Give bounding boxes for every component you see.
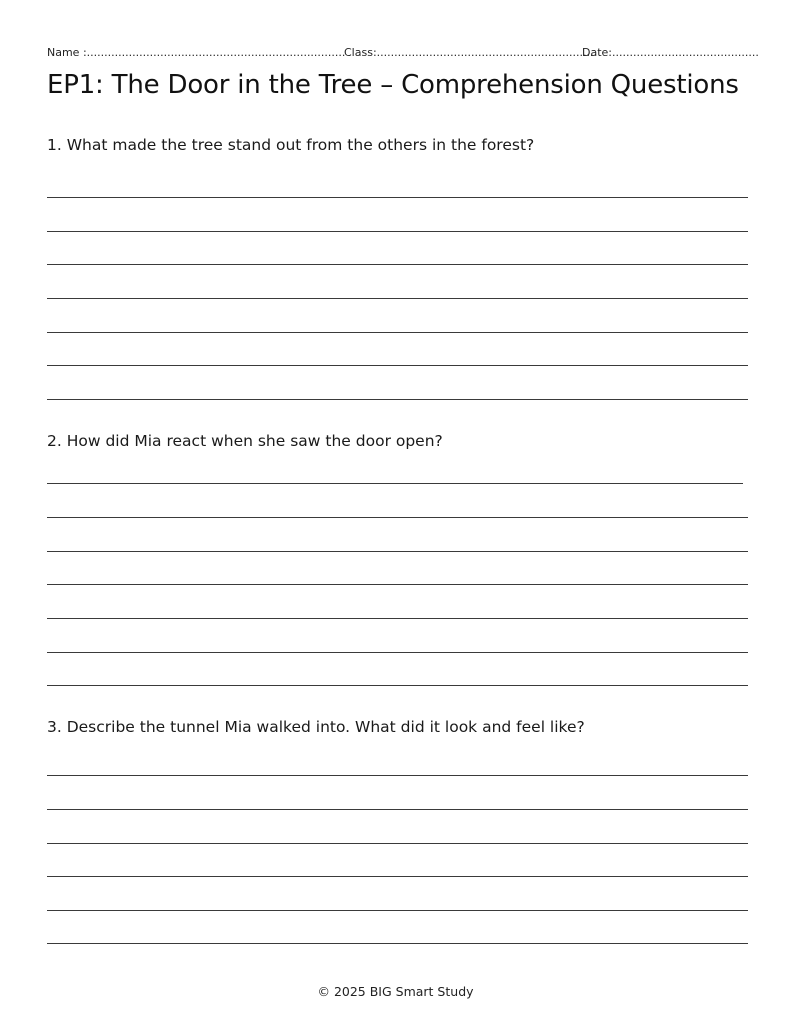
answer-line[interactable]: [47, 809, 748, 810]
question-3: 3. Describe the tunnel Mia walked into. What did it look and feel like?: [47, 718, 585, 736]
question-1: 1. What made the tree stand out from the others in the forest?: [47, 136, 535, 154]
answer-line[interactable]: [47, 943, 748, 944]
question-2: 2. How did Mia react when she saw the door open?: [47, 432, 443, 450]
answer-line[interactable]: [47, 584, 748, 585]
answer-line[interactable]: [47, 618, 748, 619]
name-field[interactable]: Name :..........................................................................: [47, 46, 346, 59]
answer-line[interactable]: [47, 775, 748, 776]
answer-line[interactable]: [47, 652, 748, 653]
answer-line[interactable]: [47, 365, 748, 366]
date-field[interactable]: Date:..........................................: [582, 46, 759, 59]
answer-line[interactable]: [47, 264, 748, 265]
answer-line[interactable]: [47, 910, 748, 911]
answer-line[interactable]: [47, 298, 748, 299]
answer-line[interactable]: [47, 876, 748, 877]
answer-line[interactable]: [47, 197, 748, 198]
worksheet-title: EP1: The Door in the Tree – Comprehension Questions: [47, 70, 739, 100]
answer-line[interactable]: [47, 332, 748, 333]
answer-line[interactable]: [47, 685, 748, 686]
answer-line[interactable]: [47, 231, 748, 232]
answer-line[interactable]: [47, 483, 743, 484]
answer-line[interactable]: [47, 551, 748, 552]
answer-line[interactable]: [47, 843, 748, 844]
copyright-footer: © 2025 BIG Smart Study: [317, 984, 474, 999]
answer-line[interactable]: [47, 517, 748, 518]
class-field[interactable]: Class:..............................................................: [344, 46, 594, 59]
answer-line[interactable]: [47, 399, 748, 400]
